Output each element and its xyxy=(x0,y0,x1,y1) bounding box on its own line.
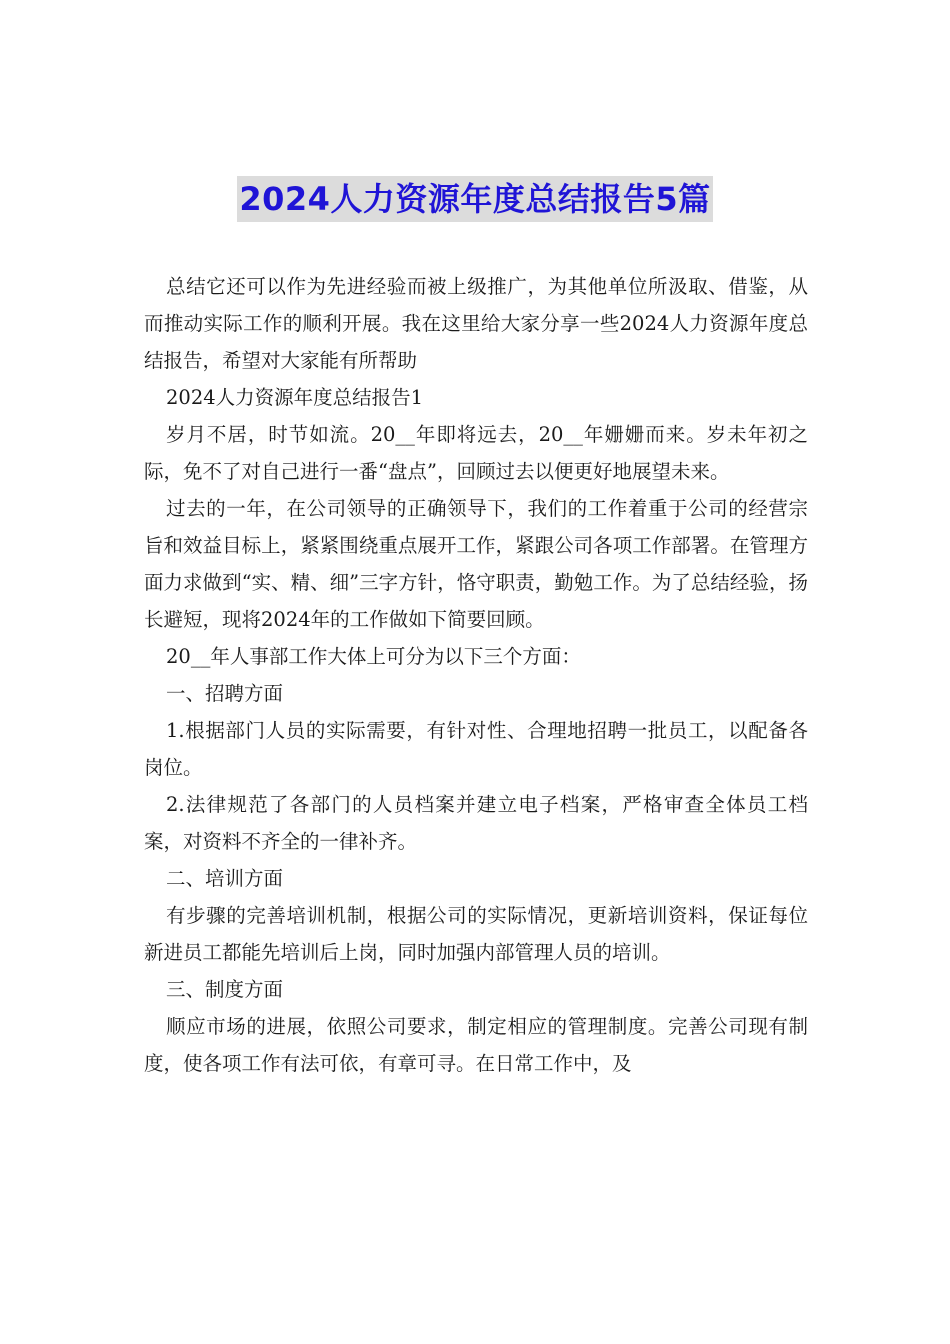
section-heading-training: 二、培训方面 xyxy=(166,867,284,890)
title-container xyxy=(0,176,950,222)
document-title: 2024人力资源年度总结报告5篇 xyxy=(237,176,712,222)
body-paragraph: 顺应市场的进展，依照公司要求，制定相应的管理制度。完善公司现有制度，使各项工作有法可依，有章可寻。在日常工作中，及 xyxy=(144,1015,808,1075)
body-paragraph: 岁月不居，时节如流。20__年即将远去，20__年姗姗而来。岁未年初之际，免不了对自己进行一番“盘点”，回顾过去以便更好地展望未来。 xyxy=(144,423,808,483)
section-heading-system: 三、制度方面 xyxy=(166,978,284,1001)
document-body xyxy=(144,268,808,1082)
body-paragraph: 过去的一年，在公司领导的正确领导下，我们的工作着重于公司的经营宗旨和效益目标上，紧紧围绕重点展开工作，紧跟公司各项工作部署。在管理方面力求做到“实、精、细”三字方针，恪守职责，勤勉工作。为了总结经验，扬长避短，现将2024年的工作做如下简要回顾。 xyxy=(144,497,808,631)
body-paragraph: 有步骤的完善培训机制，根据公司的实际情况，更新培训资料，保证每位新进员工都能先培训后上岗，同时加强内部管理人员的培训。 xyxy=(144,904,808,964)
report-heading: 2024人力资源年度总结报告1 xyxy=(166,386,424,409)
section-heading-recruitment: 一、招聘方面 xyxy=(166,682,284,705)
list-item: 2.法律规范了各部门的人员档案并建立电子档案，严格审查全体员工档案，对资料不齐全的一律补齐。 xyxy=(144,793,808,853)
body-paragraph: 20__年人事部工作大体上可分为以下三个方面： xyxy=(166,645,581,668)
intro-paragraph: 总结它还可以作为先进经验而被上级推广，为其他单位所汲取、借鉴，从而推动实际工作的顺利开展。我在这里给大家分享一些2024人力资源年度总结报告，希望对大家能有所帮助 xyxy=(144,275,808,372)
list-item: 1.根据部门人员的实际需要，有针对性、合理地招聘一批员工，以配备各岗位。 xyxy=(144,719,808,779)
